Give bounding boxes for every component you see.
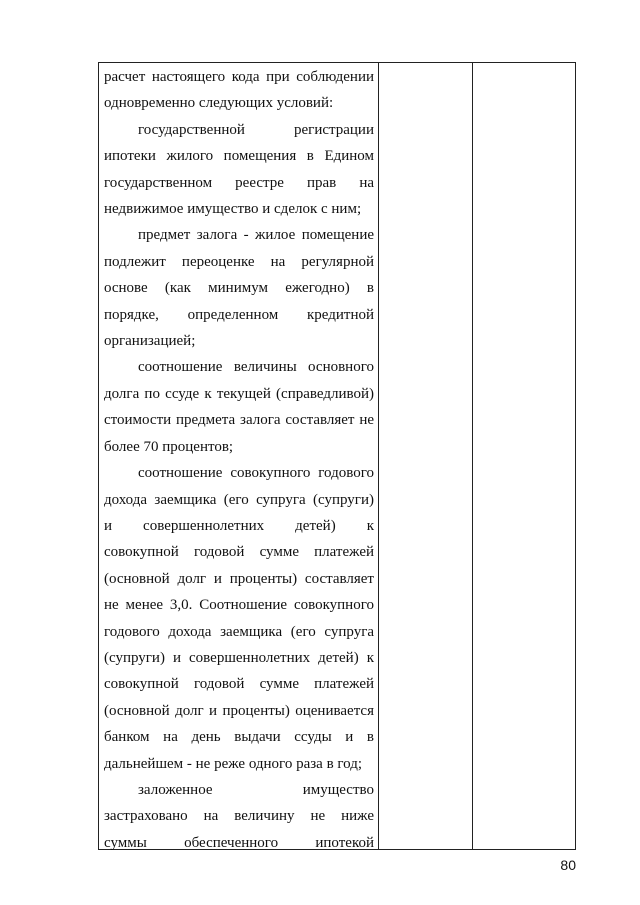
text-line: заложенное имущество [138, 781, 374, 798]
text-line: расчет настоящего кода при соблюдении [104, 69, 374, 85]
column-divider [378, 63, 379, 849]
text-line: порядке, определенном кредитной [104, 306, 374, 323]
text-line: организацией; [104, 333, 196, 350]
text-line: и совершеннолетних детей) к [104, 517, 374, 534]
text-line: годового дохода заемщика (его супруга [104, 623, 374, 640]
text-line: совокупной годовой сумме платежей [104, 544, 374, 561]
text-line: застраховано на величину не ниже [104, 808, 374, 825]
text-line: соотношение совокупного годового [138, 465, 374, 482]
document-table [98, 62, 576, 850]
text-line: государственном реестре прав на [104, 174, 374, 191]
text-line: долга по ссуде к текущей (справедливой) [104, 385, 374, 402]
text-line: основе (как минимум ежегодно) в [104, 280, 374, 297]
text-line: банком на день выдачи ссуды и в [104, 729, 374, 746]
text-line: ипотеки жилого помещения в Едином [104, 148, 374, 165]
text-line: одновременно следующих условий: [104, 95, 334, 112]
text-line: более 70 процентов; [104, 438, 234, 455]
text-line: (супруги) и совершеннолетних детей) к [104, 649, 374, 666]
text-line: дохода заемщика (его супруга (супруги) [104, 491, 374, 508]
text-line: совокупной годовой сумме платежей [104, 676, 374, 693]
text-line: недвижимое имущество и сделок с ним; [104, 201, 362, 218]
text-line: (основной долг и проценты) составляет [104, 570, 374, 587]
page-number: 80 [560, 857, 576, 873]
text-line: (основной долг и проценты) оценивается [104, 702, 374, 719]
text-line: дальнейшем - не реже одного раза в год; [104, 755, 363, 772]
text-line: предмет залога - жилое помещение [138, 227, 374, 244]
text-line: подлежит переоценке на регулярной [104, 253, 374, 270]
text-line: государственной регистрации [138, 121, 374, 138]
text-line: соотношение величины основного [138, 359, 374, 376]
text-line: стоимости предмета залога составляет не [104, 412, 374, 429]
text-line: не менее 3,0. Соотношение совокупного [104, 597, 374, 614]
text-line: суммы обеспеченного ипотекой [104, 834, 374, 851]
text-cell [104, 64, 374, 856]
column-divider [472, 63, 473, 849]
